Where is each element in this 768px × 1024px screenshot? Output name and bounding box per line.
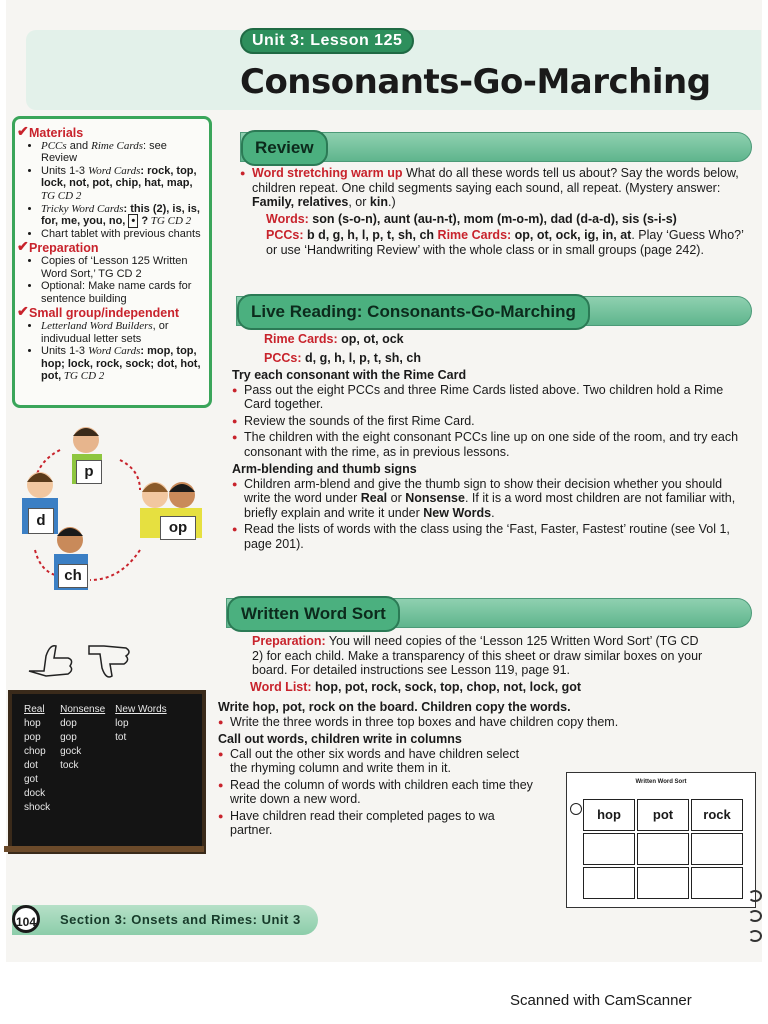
- check-icon: ✔: [17, 303, 29, 320]
- page-number: 104: [12, 905, 40, 933]
- spiral-binding: [748, 910, 762, 922]
- sheet-cell: [691, 867, 743, 899]
- table-row: dot tock: [24, 759, 79, 771]
- list-item: ● Pass out the eight PCCs and three Rime Cards listed above. Two children hold a Rime Card together.: [232, 383, 747, 412]
- preparation-list: [29, 255, 203, 305]
- list-item: ● Review the sounds of the first Rime Card.: [232, 414, 747, 429]
- list-item: • Units 1-3 Word Cards: rock, top, lock, not, pot, chip, hat, map, TG CD 2: [41, 165, 203, 203]
- preparation-heading: ✔ Preparation: [17, 238, 99, 256]
- sheet-cell: [583, 867, 635, 899]
- pcc-card-ch: ch: [58, 564, 88, 588]
- live-reading-heading: Live Reading: Consonants-Go-Marching: [237, 294, 590, 330]
- word-sort-sheet: [566, 772, 756, 908]
- list-item: • Copies of ‘Lesson 125 Written Word Sort,’ TG CD 2: [41, 255, 203, 280]
- sheet-cell: [637, 867, 689, 899]
- table-header-row: [20, 702, 173, 716]
- column-header: Real: [24, 703, 45, 715]
- list-item: ● The children with the eight consonant PCCs line up on one side of the room, and try each consonant with the rime, as in previous lessons.: [232, 430, 747, 459]
- list-item: • Optional: Make name cards for sentence building: [41, 280, 203, 305]
- call-out-heading: Call out words, children write in columns: [218, 732, 462, 746]
- table-row: got: [24, 773, 38, 785]
- smiley-icon: [570, 803, 582, 815]
- write-heading: Write hop, pot, rock on the board. Children copy the words.: [218, 700, 571, 714]
- live-rime-cards: Rime Cards: op, ot, ock: [264, 332, 404, 346]
- live-reading-section-bar: [236, 296, 752, 326]
- list-item: • PCCs and Rime Cards: see Review: [41, 140, 203, 165]
- page-title: Consonants-Go-Marching: [240, 62, 711, 102]
- spiral-binding: [748, 930, 762, 942]
- written-preparation: Preparation: You will need copies of the ‘Lesson 125 Written Word Sort’ (TG CD 2) for each child. Make a transparency of this sheet or draw similar boxes on your board. For detailed instructions see Lesson 119, page 91.: [252, 634, 703, 677]
- table-row: shock: [24, 801, 51, 813]
- live-reading-content: [232, 332, 747, 551]
- thumb-signs: [24, 636, 134, 686]
- spiral-binding: [748, 890, 762, 902]
- column-header: Nonsense: [60, 703, 106, 715]
- pcc-card-p: p: [76, 460, 102, 484]
- list-item: ● Children arm-blend and give the thumb sign to show their decision whether you should write the word under Real or Nonsense. If it is a word most children are not familiar with, briefly explain and write it under New Words.: [232, 477, 747, 521]
- sheet-cell-pot: pot: [637, 799, 689, 831]
- footer-section-label: Section 3: Onsets and Rimes: Unit 3: [60, 912, 301, 927]
- arm-blending-heading: Arm-blending and thumb signs: [232, 462, 417, 476]
- call-out-list: [218, 747, 538, 838]
- list-item: • Chart tablet with previous chants: [41, 228, 203, 241]
- table-row: pop gop tot: [24, 731, 127, 743]
- check-icon: ✔: [17, 238, 29, 255]
- sheet-cell-hop: hop: [583, 799, 635, 831]
- materials-list: [29, 140, 203, 241]
- list-item: • Letterland Word Builders, or indivudual letter sets: [41, 320, 203, 345]
- sheet-cell: [691, 833, 743, 865]
- chalkboard-ledge: [4, 846, 204, 852]
- list-item: • Tricky Word Cards: this (2), is, is, for, me, you, no, • ? TG CD 2: [41, 203, 203, 228]
- list-item: ● Read the column of words with children each time they write down a new word.: [218, 778, 538, 807]
- sheet-cell: [583, 833, 635, 865]
- thumbs-down-icon: [89, 646, 129, 677]
- list-item: ● Call out the other six words and have children select the rhyming column and write them in it.: [218, 747, 538, 776]
- list-item: • Units 1-3 Word Cards: mop, top, hop; lock, rock, sock; dot, hot, pot, TG CD 2: [41, 345, 203, 383]
- try-heading: Try each consonant with the Rime Card: [232, 368, 467, 382]
- written-word-sort-heading: Written Word Sort: [227, 596, 400, 632]
- written-word-sort-section-bar: [226, 598, 752, 628]
- sheet-title: Written Word Sort: [635, 779, 687, 785]
- warmup-item: ● Word stretching warm up What do all these words tell us about? Say the words below, children repeat. One child segments saying each sound, all repeat. (Mystery answer: Family, relatives, or kin.): [240, 166, 745, 210]
- chalkboard-table: [20, 702, 173, 814]
- pcc-card-d: d: [28, 508, 54, 534]
- review-content: [240, 166, 745, 257]
- review-pccs: PCCs: b d, g, h, l, p, t, sh, ch Rime Cards: op, ot, ock, ig, in, at. Play ‘Guess Who?’ or use ‘Handwriting Review’ with the whole class or in small groups (page 242).: [266, 228, 744, 257]
- materials-sidebar: [12, 116, 212, 408]
- unit-lesson-badge: Unit 3: Lesson 125: [240, 28, 414, 54]
- thumbs-up-icon: [29, 646, 72, 676]
- list-item: ● Write the three words in three top boxes and have children copy them.: [218, 715, 743, 730]
- sheet-grid: [583, 799, 743, 899]
- sheet-cell-rock: rock: [691, 799, 743, 831]
- dot-box: •: [128, 214, 138, 228]
- review-words: Words: son (s-o-n), aunt (au-n-t), mom (m-o-m), dad (d-a-d), sis (s-i-s): [266, 211, 677, 226]
- children-marching-illustration: [10, 420, 220, 600]
- sheet-cell: [637, 833, 689, 865]
- column-header: New Words: [115, 703, 167, 715]
- list-item: ● Read the lists of words with the class using the ‘Fast, Faster, Fastest’ routine (see Vol 1, page 201).: [232, 522, 747, 551]
- list-item: ● Have children read their completed pages to wa partner.: [218, 809, 538, 838]
- table-row: hop dop lop: [24, 717, 129, 729]
- check-icon: ✔: [17, 123, 29, 139]
- scanner-watermark: Scanned with CamScanner: [510, 992, 692, 1009]
- live-pccs: PCCs: d, g, h, l, p, t, sh, ch: [264, 350, 421, 365]
- table-row: chop gock: [24, 745, 82, 757]
- chalkboard: [8, 690, 206, 854]
- written-word-list: Word List: hop, pot, rock, sock, top, chop, not, lock, got: [250, 679, 582, 694]
- review-heading: Review: [241, 130, 328, 166]
- review-section-bar: [240, 132, 752, 162]
- small-group-list: [29, 320, 203, 383]
- table-row: dock: [24, 787, 46, 799]
- rime-card-op: op: [160, 516, 196, 540]
- small-group-heading: ✔ Small group/independent: [17, 303, 180, 321]
- materials-heading: ✔ Materials: [17, 123, 84, 140]
